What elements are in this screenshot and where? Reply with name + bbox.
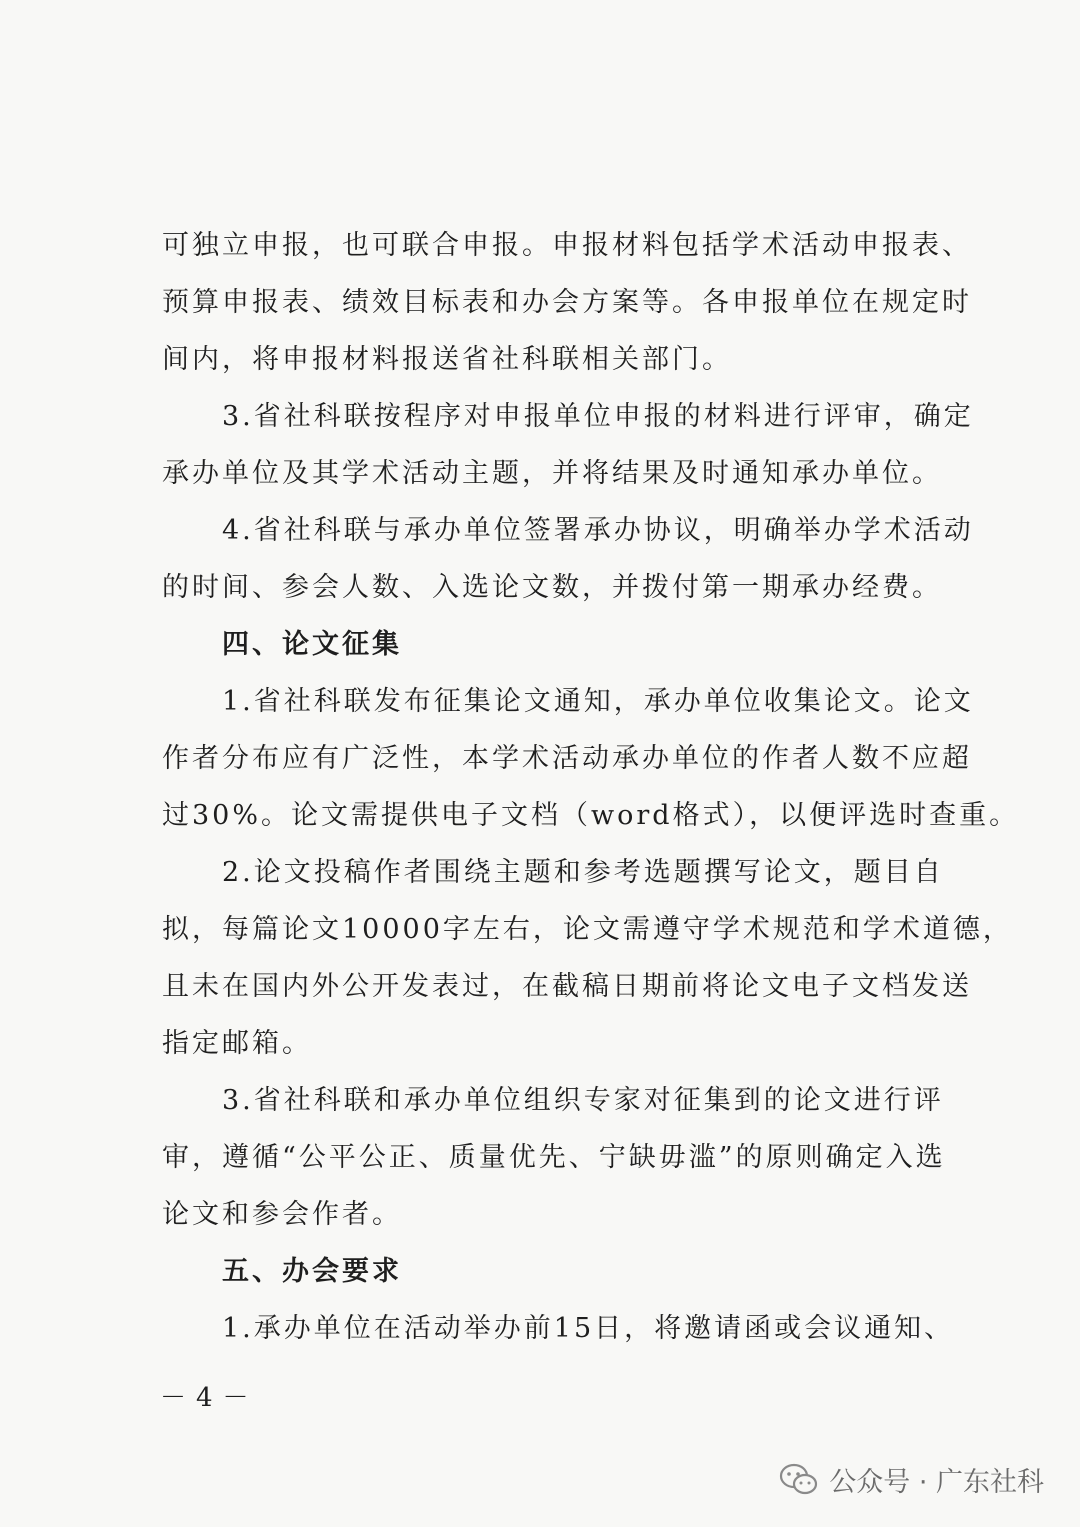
body-line: 拟，每篇论文10000字左右，论文需遵守学术规范和学术道德， [162, 914, 1013, 945]
section-heading: 四、论文征集 [222, 629, 402, 660]
body-line: 2.论文投稿作者围绕主题和参考选题撰写论文，题目自 [222, 857, 944, 888]
body-line: 4.省社科联与承办单位签署承办协议，明确举办学术活动 [222, 515, 974, 546]
body-line: 论文和参会作者。 [162, 1199, 402, 1230]
body-line: 指定邮箱。 [162, 1028, 312, 1059]
body-line: 3.省社科联按程序对申报单位申报的材料进行评审，确定 [222, 401, 974, 432]
body-line: 承办单位及其学术活动主题，并将结果及时通知承办单位。 [162, 458, 942, 489]
page-number: －4－ [160, 1383, 259, 1413]
body-line: 且未在国内外公开发表过，在截稿日期前将论文电子文档发送 [162, 971, 972, 1002]
body-line: 间内，将申报材料报送省社科联相关部门。 [162, 344, 732, 375]
body-line: 1.省社科联发布征集论文通知，承办单位收集论文。论文 [222, 686, 974, 717]
body-line: 3.省社科联和承办单位组织专家对征集到的论文进行评 [222, 1085, 944, 1116]
body-line: 可独立申报，也可联合申报。申报材料包括学术活动申报表、 [162, 230, 972, 261]
body-line: 作者分布应有广泛性，本学术活动承办单位的作者人数不应超 [162, 743, 972, 774]
body-line: 1.承办单位在活动举办前15日，将邀请函或会议通知、 [222, 1313, 955, 1344]
section-heading: 五、办会要求 [222, 1256, 402, 1287]
wechat-icon [779, 1463, 819, 1497]
body-line: 的时间、参会人数、入选论文数，并拨付第一期承办经费。 [162, 572, 942, 603]
body-line: 预算申报表、绩效目标表和办会方案等。各申报单位在规定时 [162, 287, 972, 318]
watermark-text: 公众号 · 广东社科 [829, 1467, 1044, 1498]
watermark [779, 1460, 1044, 1499]
body-line: 审，遵循“公平公正、质量优先、宁缺毋滥”的原则确定入选 [162, 1142, 946, 1173]
body-line: 过30%。论文需提供电子文档（word格式），以便评选时查重。 [162, 800, 1020, 831]
